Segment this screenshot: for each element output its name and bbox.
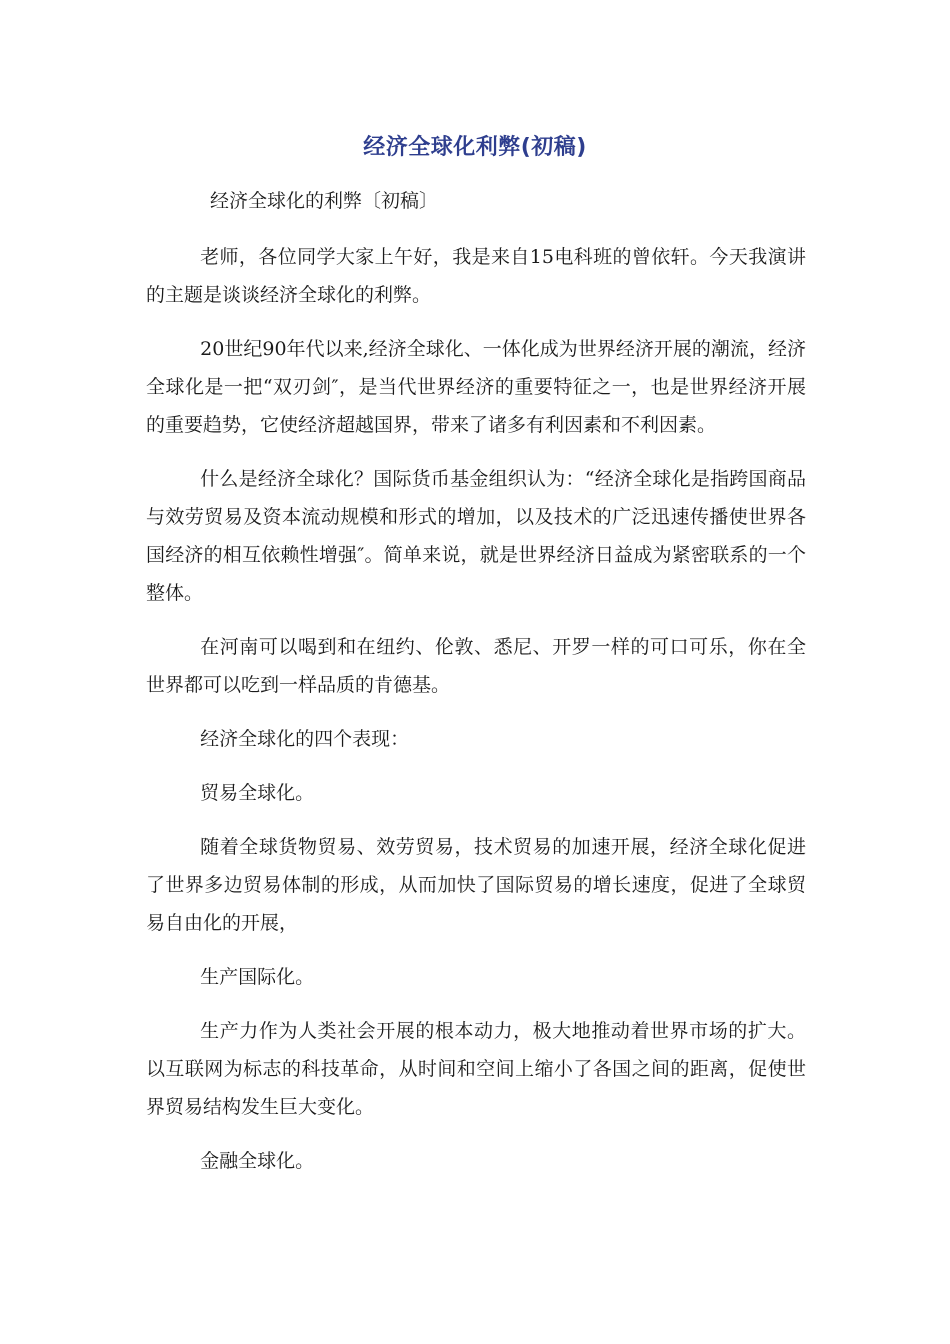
heading-production-internationalization: 生产国际化。 <box>200 966 315 988</box>
paragraph-example: 在河南可以喝到和在纽约、伦敦、悉尼、开罗一样的可口可乐，你在全世界都可以吃到一样品质的肯德基。 <box>146 636 806 696</box>
heading-trade-globalization: 贸易全球化。 <box>200 782 315 804</box>
paragraph-four-aspects: 经济全球化的四个表现： <box>200 728 410 750</box>
paragraph-production: 生产力作为人类社会开展的根本动力，极大地推动着世界市场的扩大。以互联网为标志的科技革命，从时间和空间上缩小了各国之间的距离，促使世界贸易结构发生巨大变化。 <box>146 1020 806 1118</box>
document-body <box>146 238 806 1196</box>
paragraph-background: 20世纪90年代以来,经济全球化、一体化成为世界经济开展的潮流，经济全球化是一把“双刃剑″，是当代世界经济的重要特征之一，也是世界经济开展的重要趋势，它使经济超越国界，带来了诸多有利因素和不利因素。 <box>146 338 806 436</box>
paragraph-definition: 什么是经济全球化？国际货币基金组织认为：“经济全球化是指跨国商品与效劳贸易及资本流动规模和形式的增加，以及技术的广泛迅速传播使世界各国经济的相互依赖性增强″。简单来说，就是世界经济日益成为紧密联系的一个整体。 <box>146 468 806 604</box>
document-title: 经济全球化利弊(初稿) <box>363 135 587 160</box>
document-subtitle: 经济全球化的利弊〔初稿〕 <box>210 190 439 212</box>
heading-finance-globalization: 金融全球化。 <box>200 1150 315 1172</box>
paragraph-greeting: 老师，各位同学大家上午好，我是来自15电科班的曾依轩。今天我演讲的主题是谈谈经济全球化的利弊。 <box>146 246 806 306</box>
paragraph-trade: 随着全球货物贸易、效劳贸易，技术贸易的加速开展，经济全球化促进了世界多边贸易体制的形成，从而加快了国际贸易的增长速度，促进了全球贸易自由化的开展， <box>146 836 806 934</box>
